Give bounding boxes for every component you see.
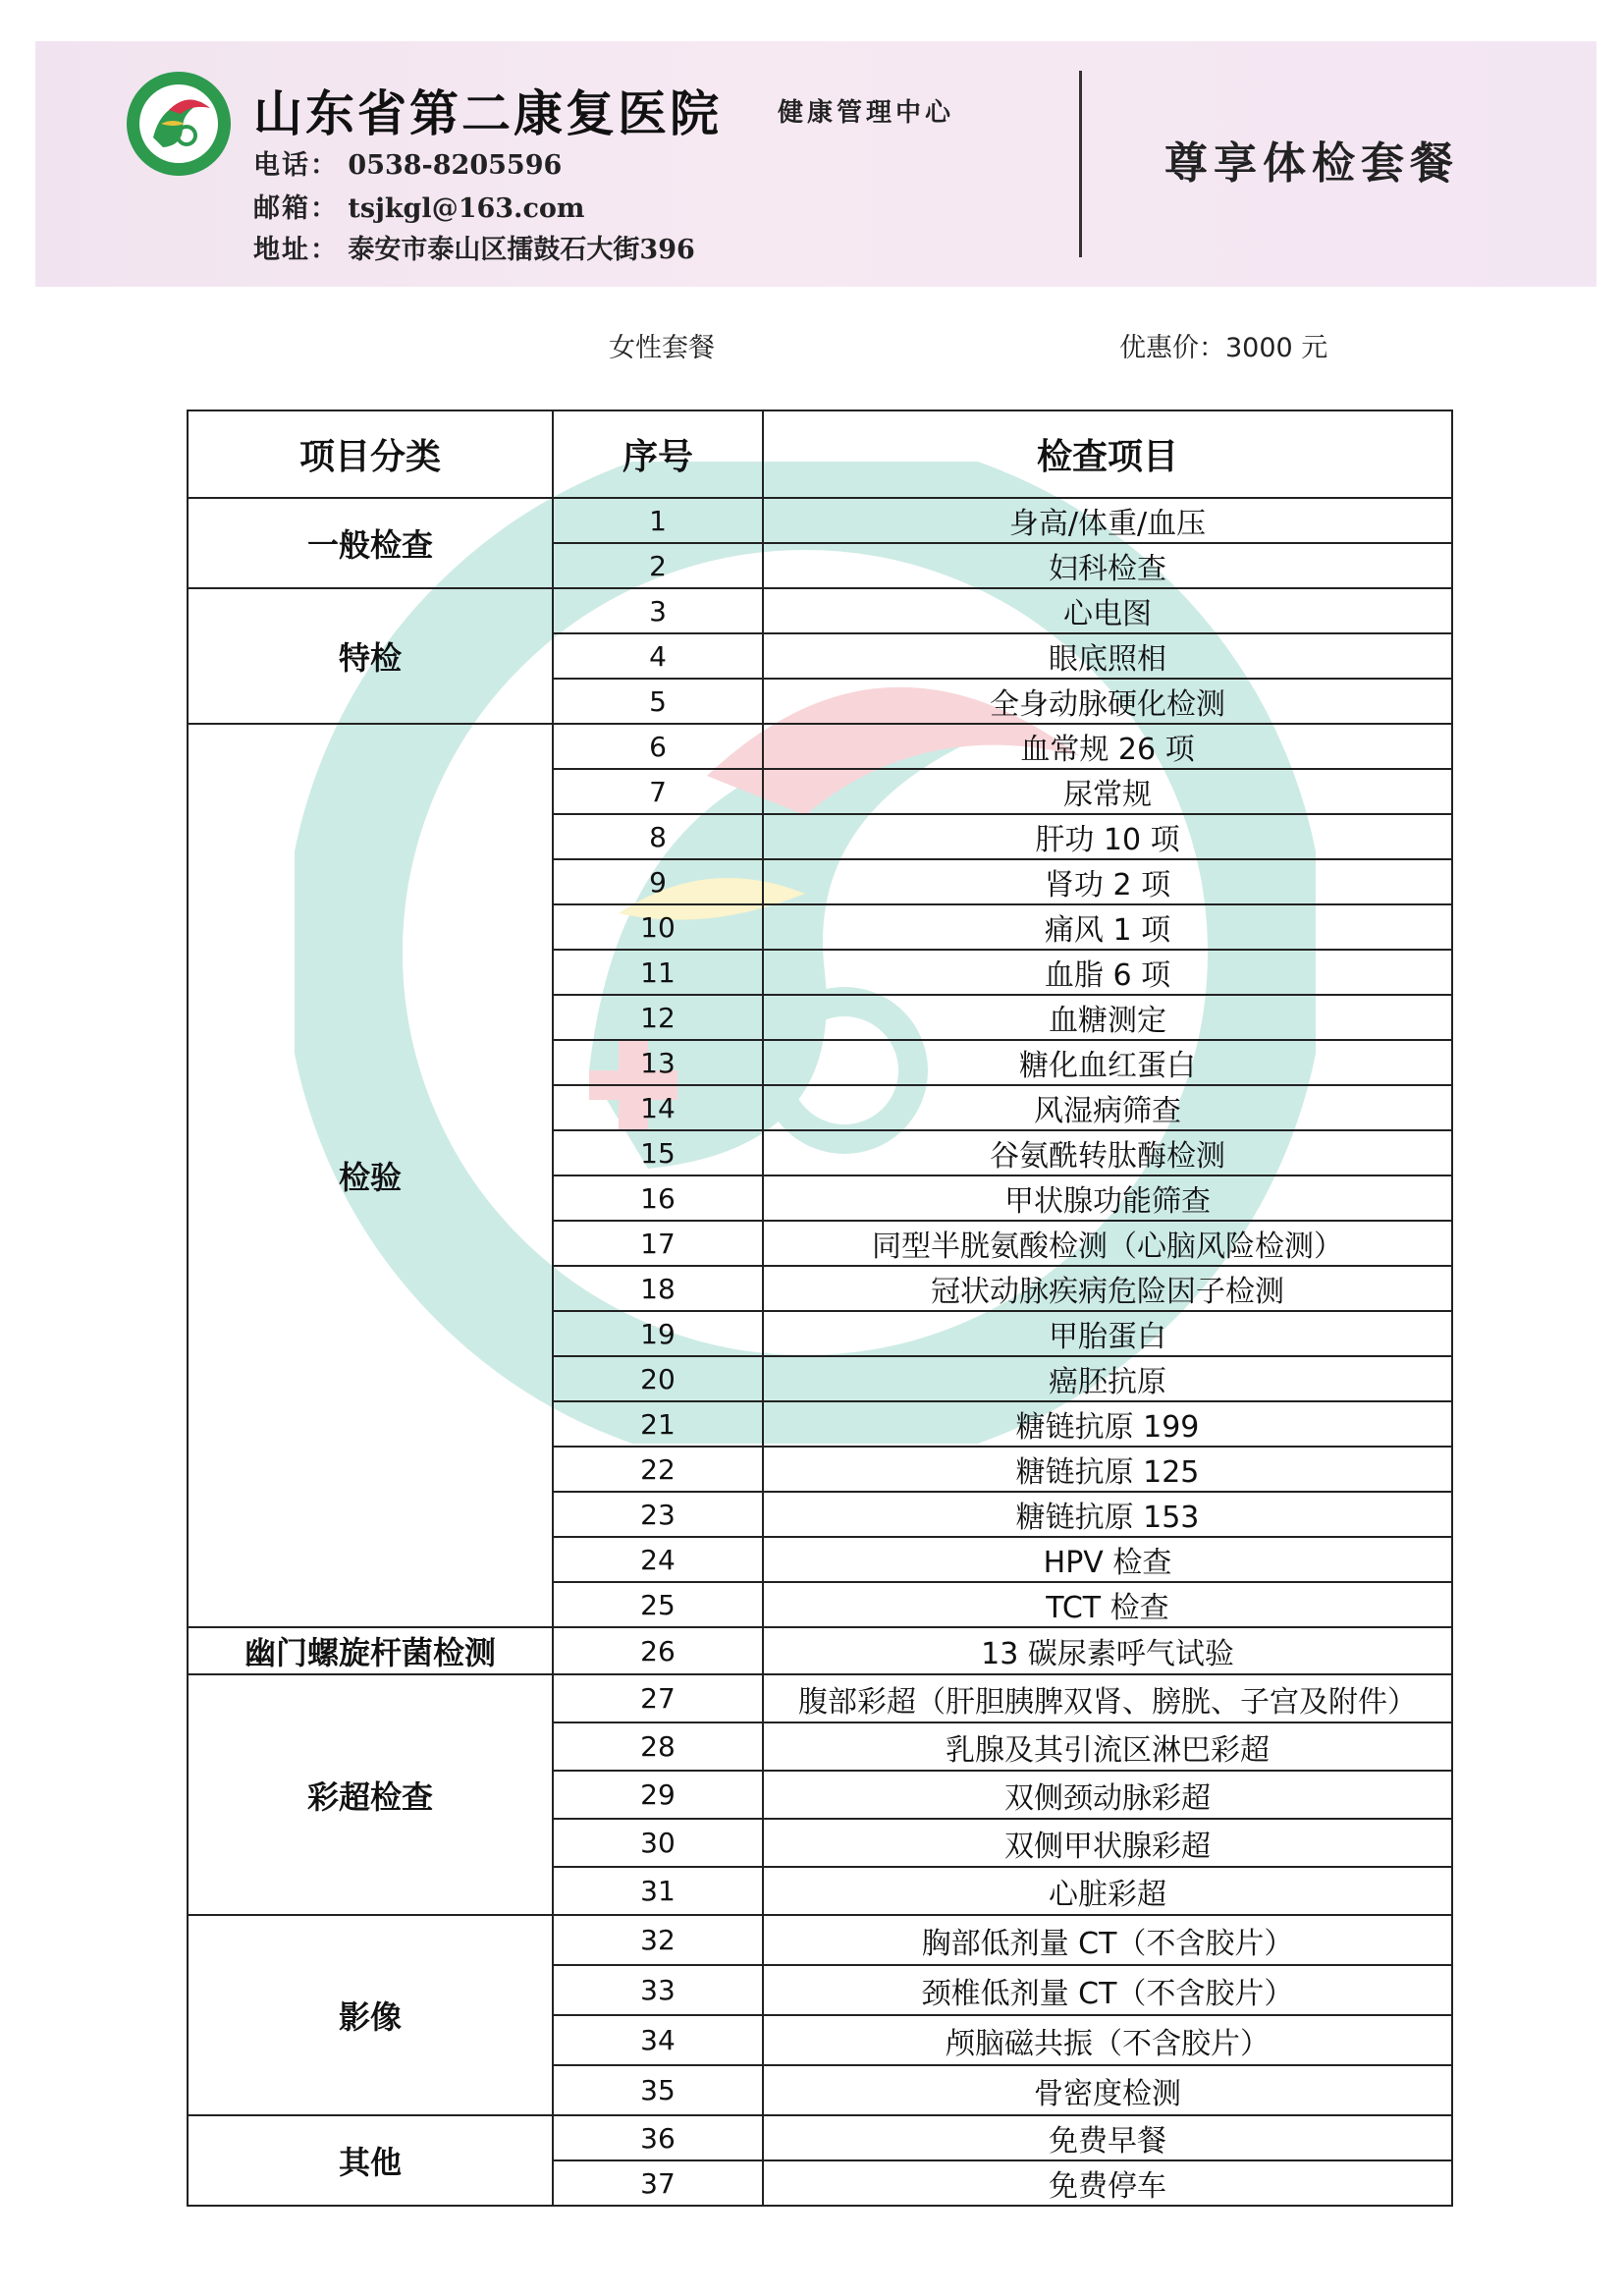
item-number-cell: 36 <box>553 2115 763 2160</box>
item-number-cell: 27 <box>553 1674 763 1722</box>
table-row <box>188 1627 1452 1674</box>
category-cell: 影像 <box>188 1915 553 2115</box>
item-name-cell: 全身动脉硬化检测 <box>763 679 1452 724</box>
item-number-cell: 20 <box>553 1356 763 1401</box>
item-name-cell: 免费早餐 <box>763 2115 1452 2160</box>
item-number-cell: 16 <box>553 1175 763 1221</box>
item-name-cell: 骨密度检测 <box>763 2065 1452 2115</box>
item-number-cell: 6 <box>553 724 763 769</box>
item-name-cell: 血糖测定 <box>763 995 1452 1040</box>
item-number-cell: 26 <box>553 1627 763 1674</box>
header-item: 检查项目 <box>763 410 1452 498</box>
email-label: 邮箱： <box>253 193 339 224</box>
item-number-cell: 18 <box>553 1266 763 1311</box>
item-number-cell: 33 <box>553 1965 763 2015</box>
item-number-cell: 25 <box>553 1582 763 1627</box>
item-number-cell: 2 <box>553 543 763 588</box>
table-row <box>188 1674 1452 1722</box>
item-name-cell: 风湿病筛查 <box>763 1085 1452 1130</box>
item-number-cell: 10 <box>553 904 763 950</box>
item-name-cell: 冠状动脉疾病危险因子检测 <box>763 1266 1452 1311</box>
item-name-cell: 糖链抗原 125 <box>763 1447 1452 1492</box>
table-row <box>188 498 1452 543</box>
item-name-cell: HPV 检查 <box>763 1537 1452 1582</box>
department-name: 健康管理中心 <box>778 98 955 128</box>
category-cell: 一般检查 <box>188 498 553 588</box>
item-name-cell: 乳腺及其引流区淋巴彩超 <box>763 1722 1452 1771</box>
item-number-cell: 19 <box>553 1311 763 1356</box>
address-label: 地址： <box>253 235 339 265</box>
item-number-cell: 9 <box>553 859 763 904</box>
item-number-cell: 24 <box>553 1537 763 1582</box>
item-name-cell: 颈椎低剂量 CT（不含胶片） <box>763 1965 1452 2015</box>
category-cell: 幽门螺旋杆菌检测 <box>188 1627 553 1674</box>
address-line <box>253 228 695 266</box>
item-number-cell: 23 <box>553 1492 763 1537</box>
item-number-cell: 4 <box>553 633 763 679</box>
item-name-cell: 尿常规 <box>763 769 1452 814</box>
header-number: 序号 <box>553 410 763 498</box>
table-body <box>188 498 1452 2206</box>
header-category: 项目分类 <box>188 410 553 498</box>
table-row <box>188 724 1452 769</box>
item-name-cell: 甲状腺功能筛查 <box>763 1175 1452 1221</box>
item-number-cell: 28 <box>553 1722 763 1771</box>
item-name-cell: 甲胎蛋白 <box>763 1311 1452 1356</box>
table-header-row <box>188 410 1452 498</box>
item-name-cell: 身高/体重/血压 <box>763 498 1452 543</box>
item-number-cell: 31 <box>553 1867 763 1915</box>
item-name-cell: 13 碳尿素呼气试验 <box>763 1627 1452 1674</box>
category-cell: 其他 <box>188 2115 553 2206</box>
hospital-logo-icon <box>124 69 234 179</box>
table-row <box>188 2115 1452 2160</box>
item-name-cell: 心电图 <box>763 588 1452 633</box>
item-name-cell: 颅脑磁共振（不含胶片） <box>763 2015 1452 2065</box>
item-name-cell: 双侧甲状腺彩超 <box>763 1819 1452 1867</box>
package-type: 女性套餐 <box>609 333 715 363</box>
item-number-cell: 8 <box>553 814 763 859</box>
package-title: 尊享体检套餐 <box>1164 138 1459 189</box>
item-number-cell: 30 <box>553 1819 763 1867</box>
item-name-cell: 心脏彩超 <box>763 1867 1452 1915</box>
category-cell: 检验 <box>188 724 553 1627</box>
item-number-cell: 13 <box>553 1040 763 1085</box>
checkup-items-table <box>187 410 1453 2207</box>
item-name-cell: 免费停车 <box>763 2160 1452 2206</box>
item-name-cell: 血脂 6 项 <box>763 950 1452 995</box>
item-number-cell: 32 <box>553 1915 763 1965</box>
item-name-cell: 糖链抗原 153 <box>763 1492 1452 1537</box>
item-name-cell: 谷氨酰转肽酶检测 <box>763 1130 1452 1175</box>
item-number-cell: 7 <box>553 769 763 814</box>
category-cell: 特检 <box>188 588 553 724</box>
item-name-cell: 腹部彩超（肝胆胰脾双肾、膀胱、子宫及附件） <box>763 1674 1452 1722</box>
phone-line <box>253 143 562 182</box>
email-address: tsjkgl@163.com <box>348 193 585 224</box>
item-name-cell: 肝功 10 项 <box>763 814 1452 859</box>
item-number-cell: 12 <box>553 995 763 1040</box>
item-name-cell: 眼底照相 <box>763 633 1452 679</box>
item-number-cell: 1 <box>553 498 763 543</box>
item-name-cell: 癌胚抗原 <box>763 1356 1452 1401</box>
item-number-cell: 3 <box>553 588 763 633</box>
item-name-cell: 肾功 2 项 <box>763 859 1452 904</box>
header-divider <box>1079 71 1082 257</box>
item-number-cell: 11 <box>553 950 763 995</box>
item-number-cell: 21 <box>553 1401 763 1447</box>
item-number-cell: 17 <box>553 1221 763 1266</box>
address-text: 泰安市泰山区擂鼓石大街396 <box>348 235 695 265</box>
item-name-cell: 同型半胱氨酸检测（心脑风险检测） <box>763 1221 1452 1266</box>
item-number-cell: 29 <box>553 1771 763 1819</box>
phone-number: 0538-8205596 <box>348 150 563 181</box>
letterhead <box>35 41 1596 287</box>
item-number-cell: 14 <box>553 1085 763 1130</box>
item-number-cell: 35 <box>553 2065 763 2115</box>
item-name-cell: 痛风 1 项 <box>763 904 1452 950</box>
item-name-cell: 血常规 26 项 <box>763 724 1452 769</box>
item-number-cell: 34 <box>553 2015 763 2065</box>
item-number-cell: 37 <box>553 2160 763 2206</box>
item-name-cell: 胸部低剂量 CT（不含胶片） <box>763 1915 1452 1965</box>
item-name-cell: 糖化血红蛋白 <box>763 1040 1452 1085</box>
item-name-cell: 糖链抗原 199 <box>763 1401 1452 1447</box>
phone-label: 电话： <box>253 150 339 181</box>
email-line <box>253 187 584 225</box>
hospital-name: 山东省第二康复医院 <box>253 84 722 142</box>
item-number-cell: 22 <box>553 1447 763 1492</box>
package-price: 优惠价：3000 元 <box>1119 333 1328 363</box>
item-number-cell: 15 <box>553 1130 763 1175</box>
item-number-cell: 5 <box>553 679 763 724</box>
category-cell: 彩超检查 <box>188 1674 553 1915</box>
table-row <box>188 588 1452 633</box>
table-row <box>188 1915 1452 1965</box>
item-name-cell: 双侧颈动脉彩超 <box>763 1771 1452 1819</box>
item-name-cell: 妇科检查 <box>763 543 1452 588</box>
item-name-cell: TCT 检查 <box>763 1582 1452 1627</box>
